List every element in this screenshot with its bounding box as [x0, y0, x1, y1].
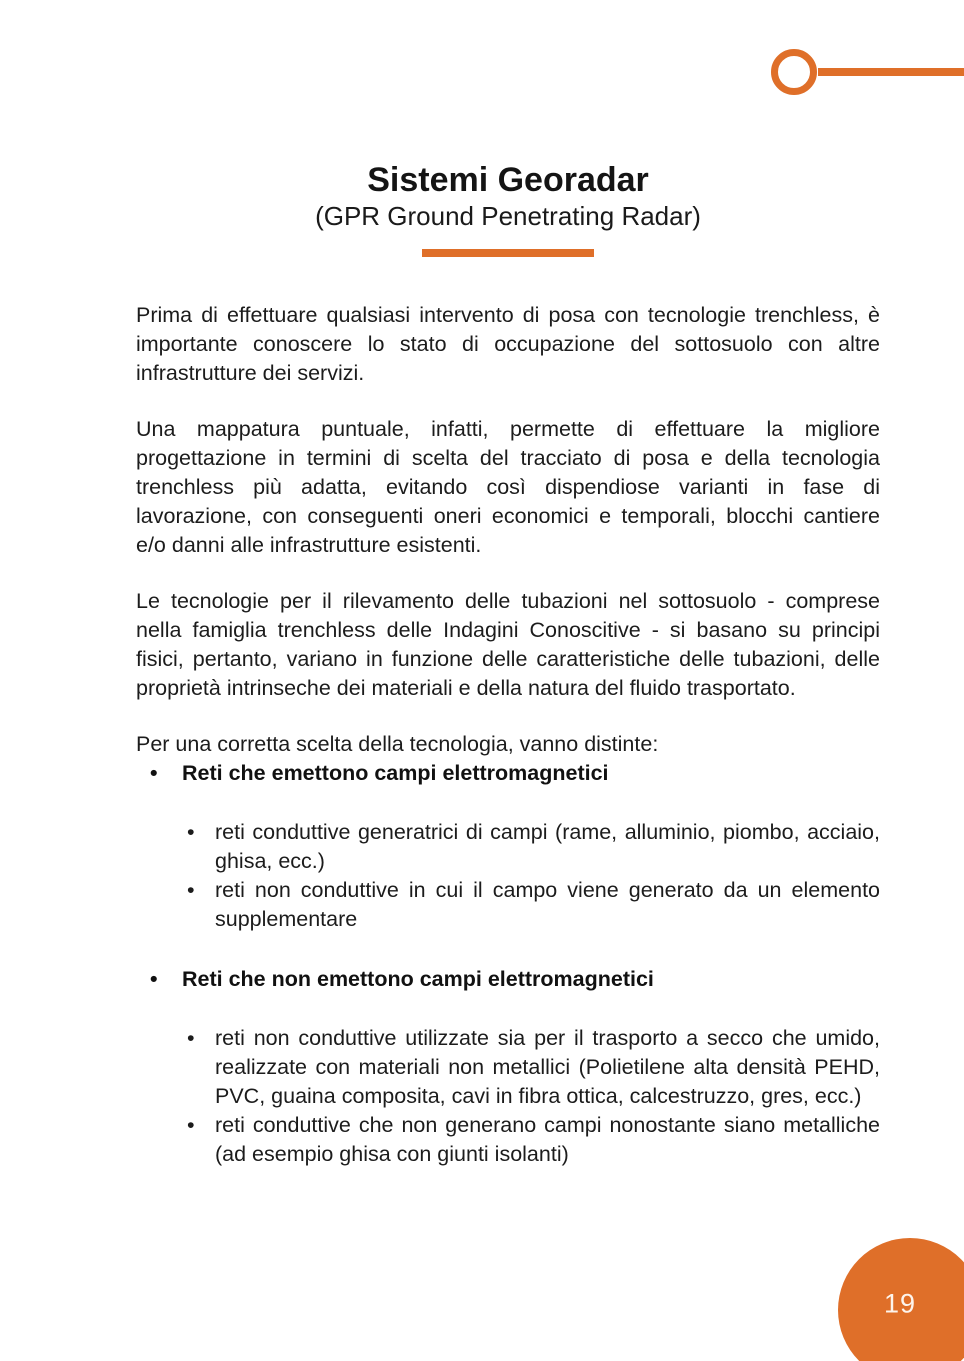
sub-bullet-list	[136, 1024, 880, 1169]
bullet-icon: •	[150, 761, 158, 785]
bullet-heading	[136, 759, 880, 788]
list-item-text: reti non conduttive in cui il campo viene generato da un elemento supplementare	[215, 878, 880, 931]
bullet-icon: •	[187, 820, 195, 844]
paragraph: Per una corretta scelta della tecnologia, vanno distinte:	[136, 732, 659, 756]
list-item-text: reti non conduttive utilizzate sia per il trasporto a secco che umido, realizzate con materiali non metallici (Polietilene alta densità PEHD, PVC, guaina composita, cavi in fibra ottica, calcestruzzo, gres, ecc.)	[215, 1026, 880, 1108]
page-subtitle: (GPR Ground Penetrating Radar)	[315, 201, 701, 231]
bullet-icon: •	[150, 967, 158, 991]
sub-bullet-list	[136, 818, 880, 934]
bullet-icon: •	[187, 1113, 195, 1137]
page-title: Sistemi Georadar	[367, 161, 649, 199]
paragraph: Le tecnologie per il rilevamento delle tubazioni nel sottosuolo - comprese nella famiglia trenchless delle Indagini Conoscitive - si basano su principi fisici, pertanto, variano in funzione delle caratteristiche delle tubazioni, delle proprietà intrinseche dei materiali e della natura del fluido trasportato.	[136, 589, 880, 700]
paragraph: Una mappatura puntuale, infatti, permette di effettuare la migliore progettazione in termini di scelta del tracciato di posa e della tecnologia trenchless più adatta, evitando così dispendiose varianti in fase di lavorazione, con conseguenti oneri economici e temporali, blocchi cantiere e/o danni alle infrastrutture esistenti.	[136, 417, 880, 557]
bullet-icon: •	[187, 878, 195, 902]
list-item-text: reti conduttive che non generano campi nonostante siano metalliche (ad esempio ghisa con giunti isolanti)	[215, 1113, 880, 1166]
list-item	[136, 876, 880, 934]
paragraph: Prima di effettuare qualsiasi intervento di posa con tecnologie trenchless, è importante conoscere lo stato di occupazione del sottosuolo con altre infrastrutture dei servizi.	[136, 303, 880, 385]
bullet-icon: •	[187, 1026, 195, 1050]
page-number-badge	[838, 1238, 964, 1361]
list-item	[136, 818, 880, 876]
title-divider-bar	[422, 249, 594, 257]
bullet-heading-label: Reti che emettono campi elettromagnetici	[182, 761, 609, 785]
list-item	[136, 1024, 880, 1111]
body-text	[136, 301, 880, 1169]
bullet-heading	[136, 965, 880, 994]
list-item-text: reti conduttive generatrici di campi (rame, alluminio, piombo, acciaio, ghisa, ecc.)	[215, 820, 880, 873]
content-column	[136, 0, 880, 1200]
page-number: 19	[883, 1288, 917, 1319]
bullet-heading-label: Reti che non emettono campi elettromagnetici	[182, 967, 654, 991]
header-block	[136, 160, 880, 257]
list-item	[136, 1111, 880, 1169]
